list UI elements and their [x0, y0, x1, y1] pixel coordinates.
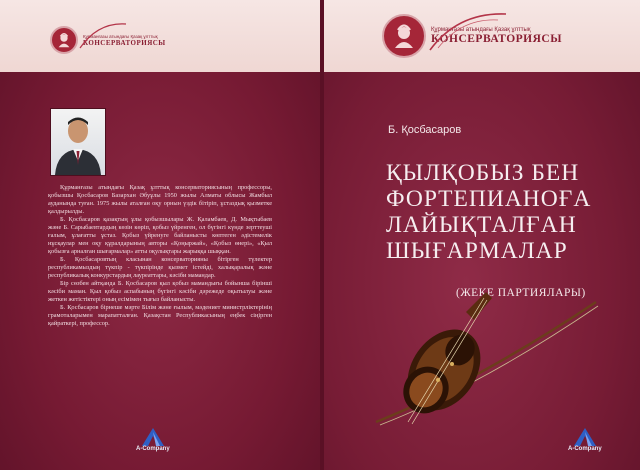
book-title	[386, 160, 591, 264]
title-line: ШЫҒАРМАЛАР	[386, 238, 568, 264]
logo-swirl-back-icon	[78, 20, 128, 50]
logo-small-text: Құрманғазы атындағы Қазақ ұлттық	[83, 33, 158, 39]
kurmangazy-emblem-icon	[382, 14, 426, 58]
title-line: ЛАЙЫҚТАЛҒАН	[386, 212, 577, 238]
bio-paragraph: Құрманғазы атындағы Қазақ ұлттық консерваториясының профессоры, қобызшы Қосбасаров Базархан Әбуұлы 1950 жылы Алматы облысы Жамбыл ауданында туған. 1975 жылы аталған оқу орнын үздік бітіріп, ұстаздық қызметке қалдырылды.	[48, 184, 272, 215]
publisher-logo-back	[136, 428, 170, 452]
publisher-name: A-Company	[568, 446, 602, 452]
title-line: ҚЫЛҚОБЫЗ БЕН	[386, 160, 580, 186]
publisher-name: A-Company	[136, 446, 170, 452]
bio-paragraph: Б. Қосбасаров бірнеше мәрте Білім және ғылым, мәдениет министрліктерінің грамоталарымен марапатталған. Қазақстан Республикасының еңбек сіңірген қайраткері, профессор.	[48, 304, 272, 327]
publisher-a-icon	[142, 428, 164, 446]
logo-swirl-front-icon	[428, 8, 508, 52]
logo-small-text: Құрманғазы атындағы Қазақ ұлттық	[431, 27, 531, 33]
logo-big-text: КОНСЕРВАТОРИЯСЫ	[83, 38, 166, 47]
logo-big-text: КОНСЕРВАТОРИЯСЫ	[431, 33, 563, 45]
author-name: Б. Қосбасаров	[388, 124, 462, 136]
bio-paragraph: Б. Қосбасаров қазақтың ұлы қобызшылары Ж. Қаламбаев, Д. Мықтыбаев және Б. Сарыбаевтардың көзін көріп, қобыз үйренген, ол бүгінгі күнде зерттеуші ғалым, ұлағатты ұстаз. Қобыз үйренуге байланысты көптеген әдістемелік нұсқаулар мен оқу құралдарының авторы «Қоңыржай», «Қобыз өнері», «Қыл қобызға арналған шығармалар» атты оқулықтары жарыққа шыққан.	[48, 216, 272, 255]
author-biography	[48, 184, 272, 328]
book-subtitle: (ЖЕКЕ ПАРТИЯЛАРЫ)	[456, 287, 586, 299]
author-photo	[50, 108, 106, 176]
kurmangazy-emblem-icon	[50, 26, 78, 54]
kobyz-instrument-illustration	[356, 272, 606, 452]
title-line: ФОРТЕПИАНОҒА	[386, 186, 592, 212]
bio-paragraph: Бір сөзбен айтқанда Б. Қосбасаров қыл қобыз мамандығы бойынша бірінші кәсіби маман. Қыл қобыз аспабының бүгінгі кәсіби дәрежеде оқытылуы және жеткен жетістіктері оның есімімен тығыз байланысты.	[48, 280, 272, 303]
bio-paragraph: Б. Қосбасаровтың класынан консерваторияны бітірген түлектер республикамыздың түкпір - түкпірінде қызмет істейді, халықаралық және республикалық конкурстардың лауреаттары, кәсіби мамандар.	[48, 256, 272, 279]
